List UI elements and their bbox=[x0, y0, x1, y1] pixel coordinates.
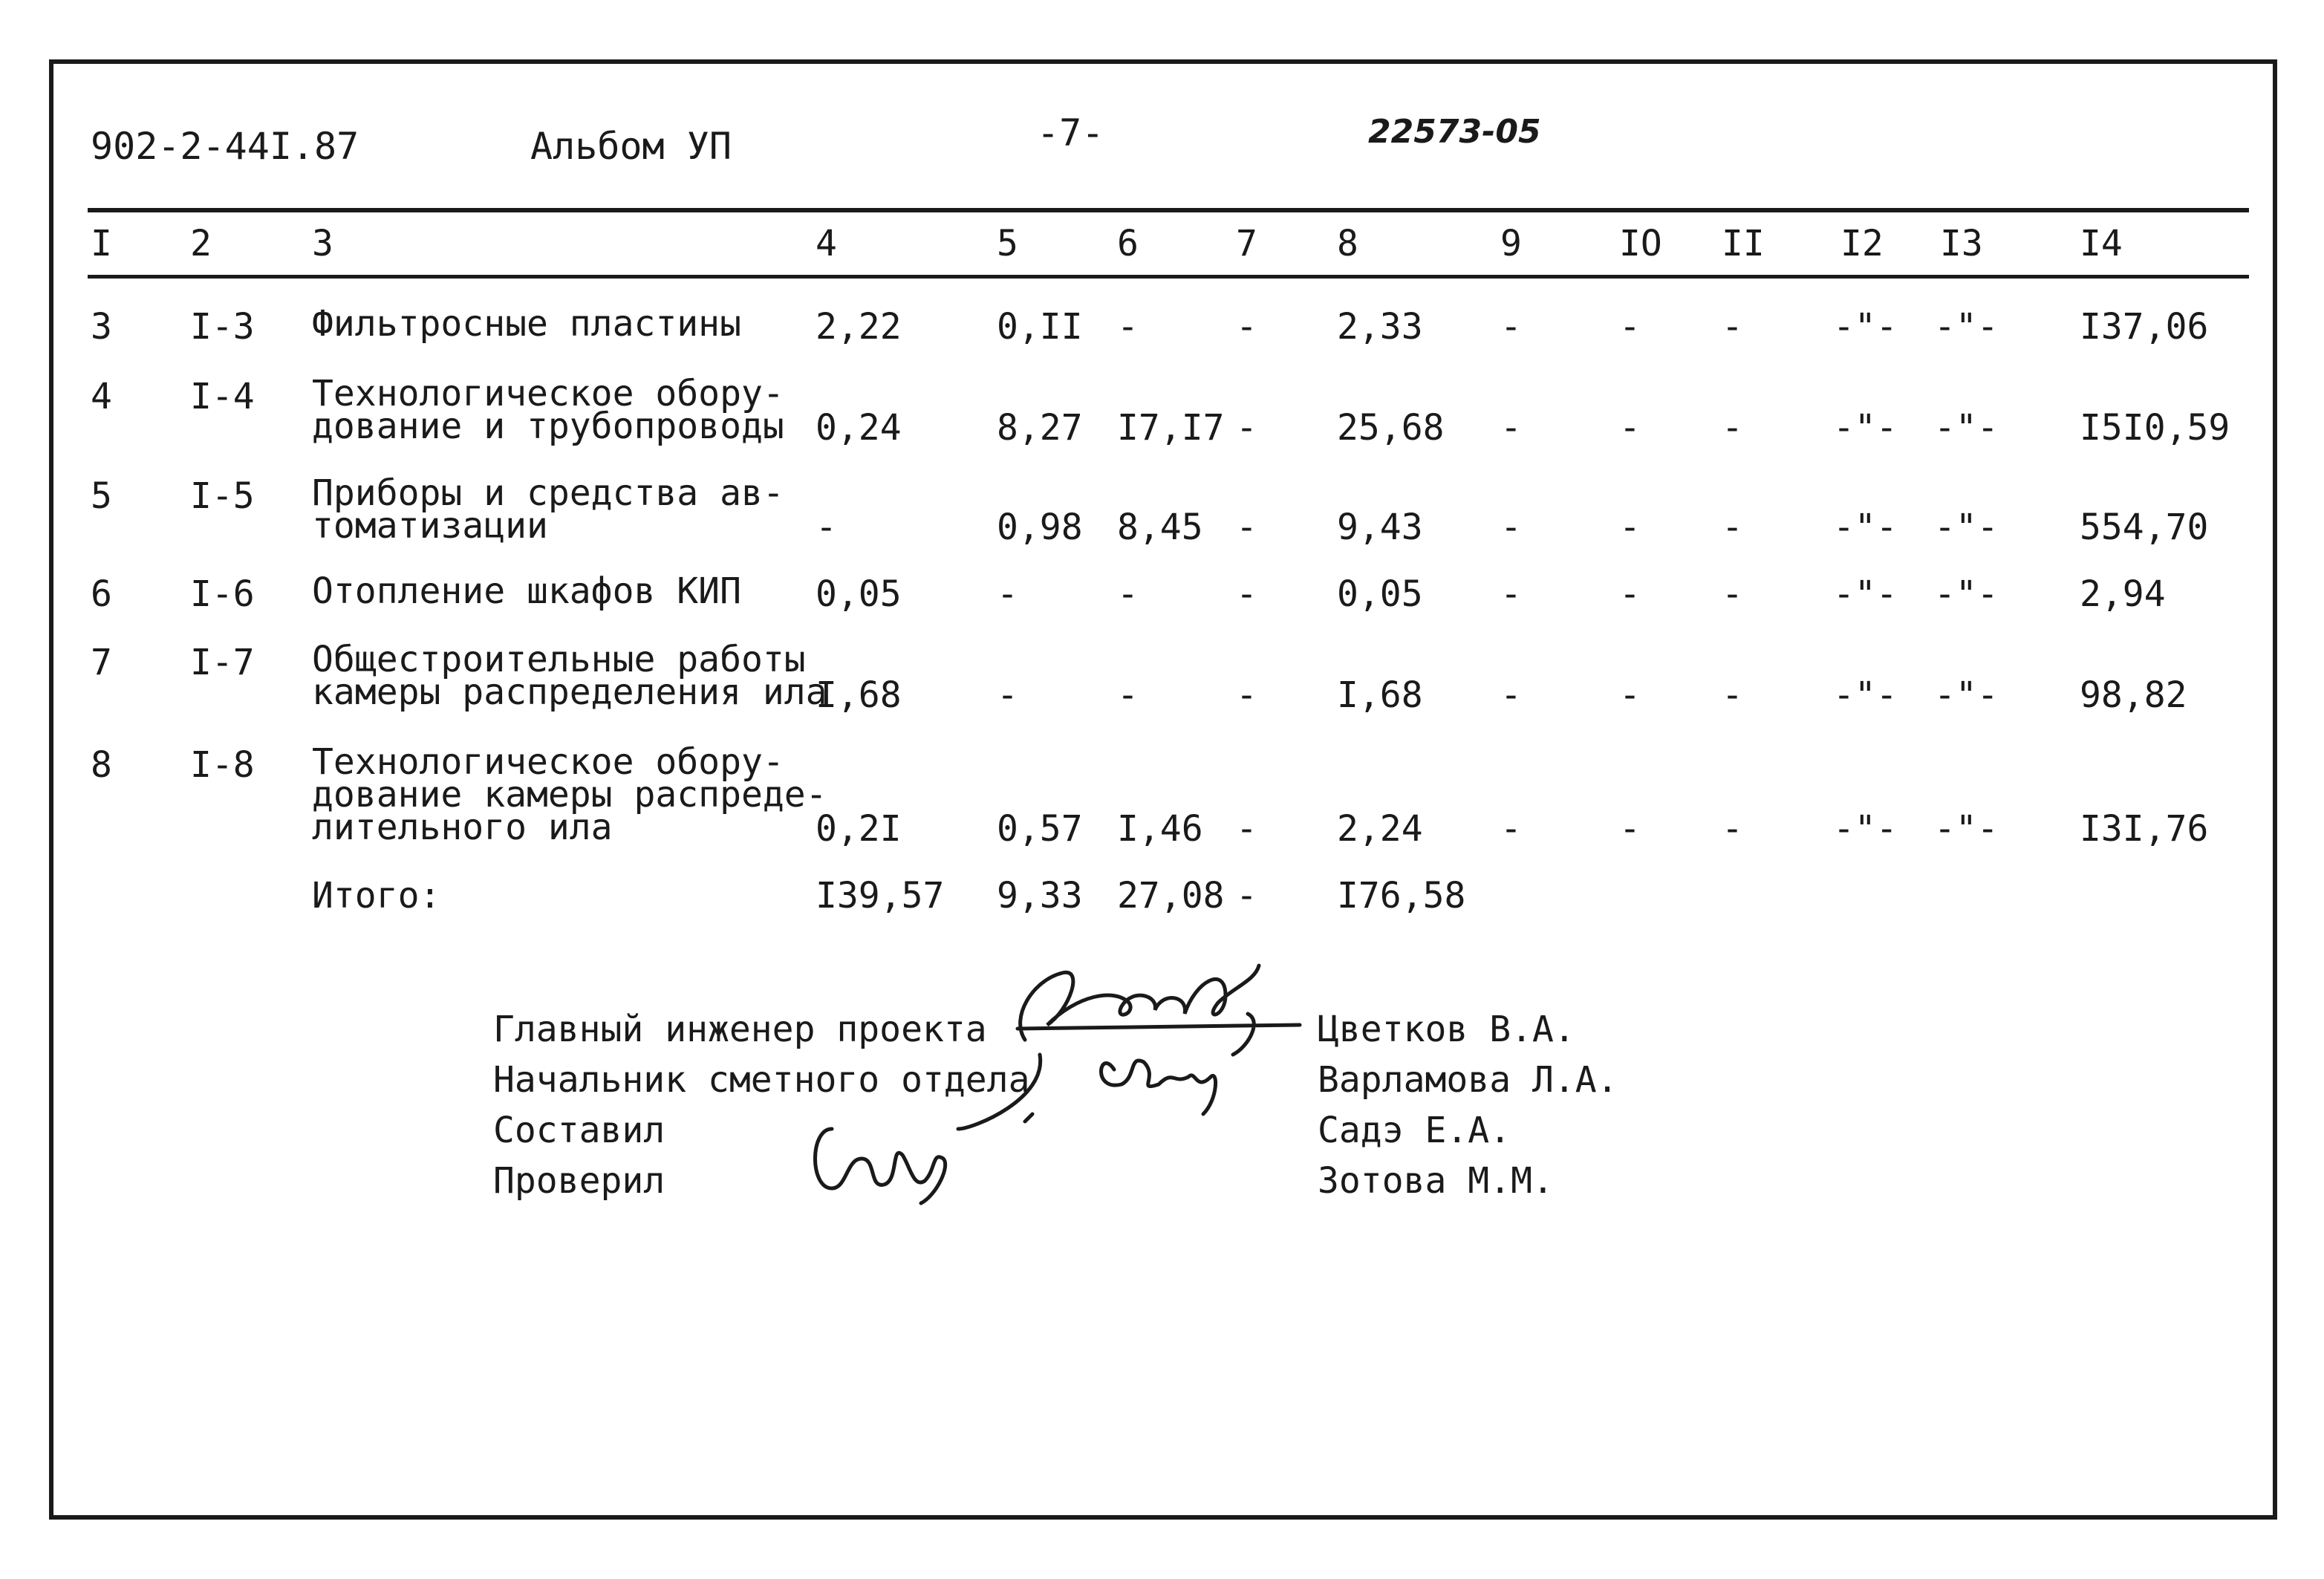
row-name: Приборы и средства ав- томатизации bbox=[312, 472, 784, 547]
row-col-11: - bbox=[1722, 507, 1743, 548]
row-col-6: - bbox=[1117, 573, 1139, 615]
table-header-rule bbox=[88, 275, 2249, 279]
row-col-13: -"- bbox=[1934, 407, 1999, 449]
column-header-13: I3 bbox=[1940, 223, 1983, 264]
row-col-12: -"- bbox=[1833, 306, 1898, 348]
row-col-13: -"- bbox=[1934, 573, 1999, 615]
handwritten-signature-compiled-by bbox=[802, 1114, 966, 1211]
row-col-9: - bbox=[1500, 674, 1522, 716]
row-col-10: - bbox=[1619, 407, 1641, 449]
total-col-8: I76,58 bbox=[1337, 875, 1466, 917]
column-header-2: 2 bbox=[190, 223, 212, 264]
row-col-11: - bbox=[1722, 407, 1743, 449]
row-col-6: 8,45 bbox=[1117, 507, 1203, 548]
column-header-14: I4 bbox=[2080, 223, 2123, 264]
row-col-13: -"- bbox=[1934, 507, 1999, 548]
row-col-12: -"- bbox=[1833, 507, 1898, 548]
row-col-12: -"- bbox=[1833, 808, 1898, 850]
row-col-14: I3I,76 bbox=[2080, 808, 2209, 850]
row-col-12: -"- bbox=[1833, 674, 1898, 716]
row-col-5: 0,98 bbox=[997, 507, 1083, 548]
row-col-7: - bbox=[1236, 674, 1257, 716]
row-number: 4 bbox=[91, 376, 112, 417]
column-header-6: 6 bbox=[1117, 223, 1139, 264]
column-header-9: 9 bbox=[1500, 223, 1522, 264]
row-col-6: I,46 bbox=[1117, 808, 1203, 850]
row-col-6: - bbox=[1117, 306, 1139, 348]
row-col-5: - bbox=[997, 573, 1018, 615]
row-number: 8 bbox=[91, 744, 112, 786]
row-col-5: 0,II bbox=[997, 306, 1083, 348]
column-header-8: 8 bbox=[1337, 223, 1358, 264]
row-col-7: - bbox=[1236, 407, 1257, 449]
row-col-14: 2,94 bbox=[2080, 573, 2166, 615]
row-col-8: 2,33 bbox=[1337, 306, 1423, 348]
row-col-4: 0,05 bbox=[816, 573, 902, 615]
row-name: Общестроительные работы камеры распределения ила bbox=[312, 639, 827, 713]
doc-code: 902-2-44I.87 bbox=[91, 125, 359, 168]
row-col-8: 9,43 bbox=[1337, 507, 1423, 548]
column-header-10: IO bbox=[1619, 223, 1662, 264]
row-col-11: - bbox=[1722, 674, 1743, 716]
row-col-7: - bbox=[1236, 507, 1257, 548]
row-col-4: I,68 bbox=[816, 674, 902, 716]
column-header-3: 3 bbox=[312, 223, 333, 264]
row-col-14: I5I0,59 bbox=[2080, 407, 2230, 449]
row-col-7: - bbox=[1236, 808, 1257, 850]
row-col-13: -"- bbox=[1934, 306, 1999, 348]
row-code: I-7 bbox=[190, 642, 255, 683]
row-col-10: - bbox=[1619, 306, 1641, 348]
row-col-14: I37,06 bbox=[2080, 306, 2209, 348]
signature-name-checked-by: Зотова М.М. bbox=[1318, 1160, 1554, 1202]
row-col-14: 554,70 bbox=[2080, 507, 2209, 548]
signature-name-head-estimate-dept: Варламова Л.А. bbox=[1318, 1059, 1618, 1101]
row-code: I-4 bbox=[190, 376, 255, 417]
row-col-4: 0,2I bbox=[816, 808, 902, 850]
row-col-9: - bbox=[1500, 573, 1522, 615]
row-code: I-3 bbox=[190, 306, 255, 348]
column-header-1: I bbox=[91, 223, 112, 264]
row-col-10: - bbox=[1619, 507, 1641, 548]
registration-stamp: 22573-05 bbox=[1368, 113, 1541, 151]
row-col-7: - bbox=[1236, 573, 1257, 615]
row-col-9: - bbox=[1500, 808, 1522, 850]
row-number: 3 bbox=[91, 306, 112, 348]
row-col-8: 0,05 bbox=[1337, 573, 1423, 615]
row-name: Технологическое обору- дование камеры распреде- лительного ила bbox=[312, 741, 827, 848]
column-header-11: II bbox=[1722, 223, 1765, 264]
row-col-11: - bbox=[1722, 808, 1743, 850]
total-col-7: - bbox=[1236, 875, 1257, 917]
signature-role-head-estimate-dept: Начальник сметного отдела bbox=[493, 1059, 1030, 1101]
row-number: 7 bbox=[91, 642, 112, 683]
page-number: -7- bbox=[1037, 111, 1104, 154]
signature-role-compiled-by: Составил bbox=[493, 1110, 665, 1151]
album-label: Альбом УП bbox=[530, 125, 732, 168]
row-col-5: - bbox=[997, 674, 1018, 716]
row-name: Фильтросные пластины bbox=[312, 303, 741, 345]
row-name: Технологическое обору- дование и трубопроводы bbox=[312, 373, 784, 447]
signature-name-compiled-by: Садэ Е.А. bbox=[1318, 1110, 1511, 1151]
row-code: I-8 bbox=[190, 744, 255, 786]
column-header-12: I2 bbox=[1840, 223, 1884, 264]
row-col-8: 25,68 bbox=[1337, 407, 1445, 449]
row-col-8: I,68 bbox=[1337, 674, 1423, 716]
row-col-6: I7,I7 bbox=[1117, 407, 1225, 449]
column-header-7: 7 bbox=[1236, 223, 1257, 264]
column-header-4: 4 bbox=[816, 223, 837, 264]
row-col-7: - bbox=[1236, 306, 1257, 348]
signature-role-chief-engineer: Главный инженер проекта bbox=[493, 1009, 987, 1050]
row-col-10: - bbox=[1619, 808, 1641, 850]
signature-role-checked-by: Проверил bbox=[493, 1160, 665, 1202]
total-col-4: I39,57 bbox=[816, 875, 945, 917]
handwritten-signature-head-estimate-dept bbox=[951, 1025, 1292, 1136]
row-col-5: 0,57 bbox=[997, 808, 1083, 850]
row-name: Отопление шкафов КИП bbox=[312, 570, 741, 612]
row-col-13: -"- bbox=[1934, 808, 1999, 850]
total-label: Итого: bbox=[312, 875, 441, 917]
row-col-4: 2,22 bbox=[816, 306, 902, 348]
row-col-12: -"- bbox=[1833, 573, 1898, 615]
row-col-11: - bbox=[1722, 306, 1743, 348]
row-col-4: 0,24 bbox=[816, 407, 902, 449]
total-col-5: 9,33 bbox=[997, 875, 1083, 917]
row-number: 6 bbox=[91, 573, 112, 615]
row-col-9: - bbox=[1500, 407, 1522, 449]
signature-name-chief-engineer: Цветков В.А. bbox=[1318, 1009, 1575, 1050]
row-col-10: - bbox=[1619, 674, 1641, 716]
row-col-11: - bbox=[1722, 573, 1743, 615]
row-number: 5 bbox=[91, 475, 112, 517]
column-header-5: 5 bbox=[997, 223, 1018, 264]
row-col-13: -"- bbox=[1934, 674, 1999, 716]
row-col-12: -"- bbox=[1833, 407, 1898, 449]
row-col-8: 2,24 bbox=[1337, 808, 1423, 850]
row-col-14: 98,82 bbox=[2080, 674, 2187, 716]
row-code: I-5 bbox=[190, 475, 255, 517]
row-code: I-6 bbox=[190, 573, 255, 615]
row-col-5: 8,27 bbox=[997, 407, 1083, 449]
row-col-9: - bbox=[1500, 507, 1522, 548]
row-col-6: - bbox=[1117, 674, 1139, 716]
table-top-rule bbox=[88, 208, 2249, 212]
row-col-4: - bbox=[816, 507, 837, 548]
total-col-6: 27,08 bbox=[1117, 875, 1225, 917]
row-col-9: - bbox=[1500, 306, 1522, 348]
row-col-10: - bbox=[1619, 573, 1641, 615]
